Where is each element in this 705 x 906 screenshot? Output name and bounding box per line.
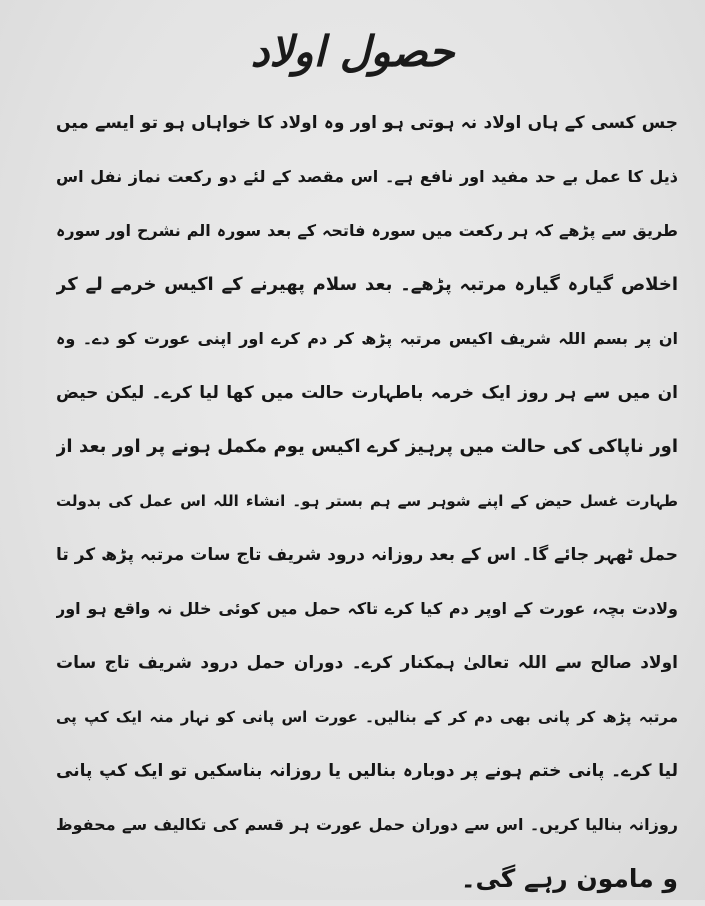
text-line: طریق سے پڑھے کہ ہر رکعت میں سورہ فاتحہ کے بعد سورہ الم نشرح اور سورہ [56, 221, 678, 240]
page-title: حصول اولاد [250, 27, 455, 76]
text-line: طہارت غسل حیض کے اپنے شوہر سے ہم بستر ہو۔ انشاء اللہ اس عمل کی بدولت [56, 492, 678, 510]
text-line: مرتبہ پڑھ کر پانی بھی دم کر کے بنالیں۔ عورت اس پانی کو نہار منہ ایک کپ پی [56, 708, 678, 726]
article-body [56, 96, 678, 906]
text-line: اخلاص گیارہ گیارہ مرتبہ پڑھے۔ بعد سلام پھیرنے کے اکیس خرمے لے کر [56, 274, 678, 295]
text-line: ذیل کا عمل بے حد مفید اور نافع ہے۔ اس مقصد کے لئے دو رکعت نماز نفل اس [56, 167, 678, 186]
text-line: ان میں سے ہر روز ایک خرمہ باطہارت حالت میں کھا لیا کرے۔ لیکن حیض [56, 383, 678, 403]
text-line: ان پر بسم اللہ شریف اکیس مرتبہ پڑھ کر دم کرے اور اپنی عورت کو دے۔ وہ [56, 329, 678, 348]
text-line: اور ناپاکی کی حالت میں پرہیز کرے اکیس یوم مکمل ہونے پر اور بعد از [56, 436, 678, 457]
text-line: اولاد صالح سے اللہ تعالیٰ ہمکنار کرے۔ دوران حمل درود شریف تاج سات [56, 653, 678, 673]
text-line: ولادت بچہ، عورت کے اوپر دم کیا کرے تاکہ حمل میں کوئی خلل نہ واقع ہو اور [56, 599, 678, 618]
text-line: جس کسی کے ہاں اولاد نہ ہوتی ہو اور وہ اولاد کا خواہاں ہو تو ایسے میں [56, 113, 678, 133]
text-line: حمل ٹھہر جائے گا۔ اس کے بعد روزانہ درود شریف تاج سات مرتبہ پڑھ کر تا [56, 545, 678, 565]
text-line: روزانہ بنالیا کریں۔ اس سے دوران حمل عورت ہر قسم کی تکالیف سے محفوظ [56, 815, 678, 834]
text-line: لیا کرے۔ پانی ختم ہونے پر دوبارہ بنالیں یا روزانہ بناسکیں تو ایک کپ پانی [56, 761, 678, 781]
text-line: و مامون رہے گی۔ [460, 864, 678, 893]
